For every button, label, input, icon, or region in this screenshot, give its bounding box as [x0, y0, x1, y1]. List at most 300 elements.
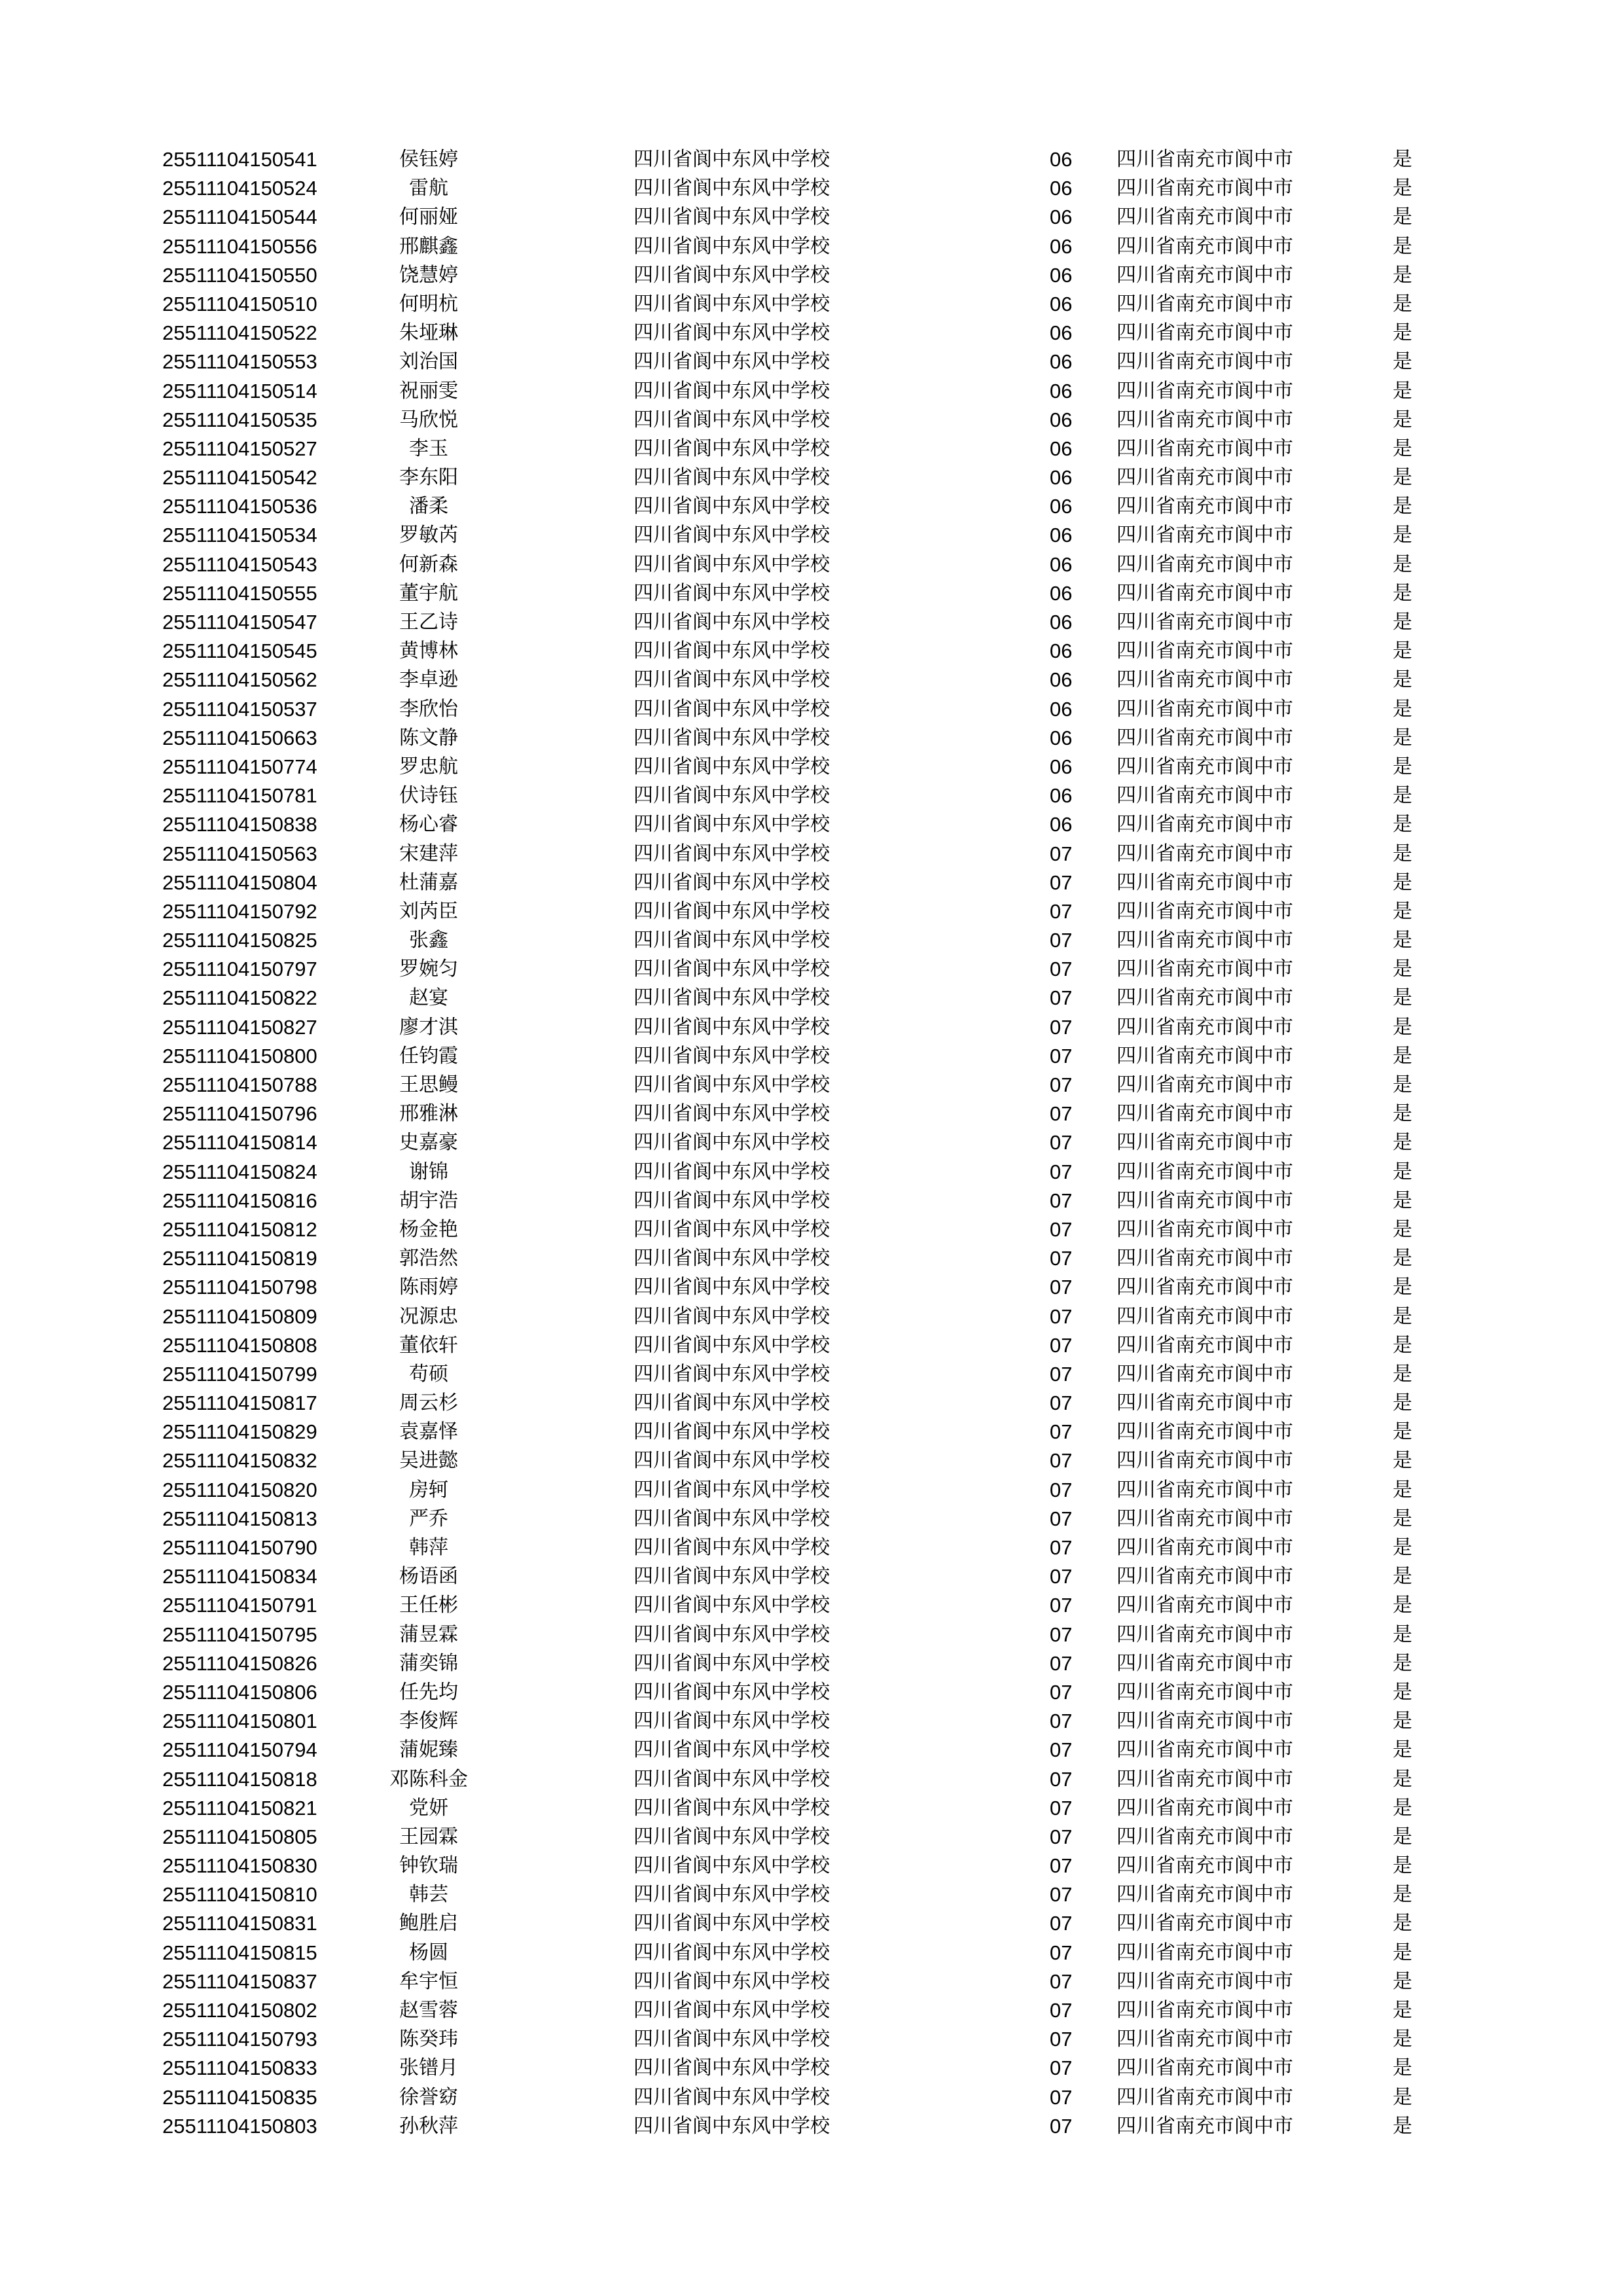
cell-region: 四川省南充市阆中市	[1116, 1680, 1293, 1704]
cell-exam-id: 25511104150663	[162, 726, 317, 749]
table-row	[0, 319, 1623, 348]
cell-region: 四川省南充市阆中市	[1116, 755, 1293, 778]
cell-school: 四川省阆中东风中学校	[633, 408, 830, 431]
cell-exam-id: 25511104150816	[162, 1189, 317, 1212]
cell-flag: 是	[1393, 1449, 1412, 1473]
cell-flag: 是	[1393, 1015, 1412, 1039]
table-row	[0, 406, 1623, 435]
table-row	[0, 1794, 1623, 1823]
cell-class-number: 07	[1050, 899, 1073, 923]
table-row	[0, 1389, 1623, 1418]
cell-region: 四川省南充市阆中市	[1116, 1247, 1293, 1270]
cell-class-number: 07	[1050, 870, 1073, 894]
cell-region: 四川省南充市阆中市	[1116, 1536, 1293, 1559]
cell-region: 四川省南充市阆中市	[1116, 466, 1293, 490]
cell-class-number: 06	[1050, 292, 1073, 315]
cell-flag: 是	[1393, 1969, 1412, 1993]
cell-student-name: 袁嘉怿	[399, 1420, 458, 1444]
cell-exam-id: 25511104150804	[162, 870, 317, 894]
cell-region: 四川省南充市阆中市	[1116, 1565, 1293, 1588]
table-row	[0, 897, 1623, 926]
cell-student-name: 谢锦	[409, 1160, 448, 1183]
cell-class-number: 06	[1050, 263, 1073, 287]
cell-exam-id: 25511104150820	[162, 1478, 317, 1501]
table-row	[0, 1187, 1623, 1215]
cell-student-name: 李卓逊	[399, 668, 458, 692]
cell-school: 四川省阆中东风中学校	[633, 350, 830, 374]
table-row	[0, 840, 1623, 869]
cell-flag: 是	[1393, 929, 1412, 952]
table-row	[0, 2112, 1623, 2141]
cell-exam-id: 25511104150543	[162, 552, 317, 576]
cell-student-name: 王思鳗	[399, 1073, 458, 1096]
cell-school: 四川省阆中东风中学校	[633, 1969, 830, 1993]
cell-flag: 是	[1393, 1999, 1412, 2022]
cell-exam-id: 25511104150544	[162, 206, 317, 229]
cell-exam-id: 25511104150814	[162, 1131, 317, 1155]
cell-flag: 是	[1393, 1854, 1412, 1878]
table-row	[0, 1446, 1623, 1475]
cell-region: 四川省南充市阆中市	[1116, 292, 1293, 315]
cell-region: 四川省南充市阆中市	[1116, 870, 1293, 894]
cell-class-number: 06	[1050, 234, 1073, 258]
cell-exam-id: 25511104150829	[162, 1420, 317, 1444]
cell-region: 四川省南充市阆中市	[1116, 581, 1293, 605]
cell-flag: 是	[1393, 726, 1412, 749]
cell-region: 四川省南充市阆中市	[1116, 1044, 1293, 1067]
cell-region: 四川省南充市阆中市	[1116, 552, 1293, 576]
cell-exam-id: 25511104150808	[162, 1333, 317, 1357]
table-row	[0, 377, 1623, 406]
cell-school: 四川省阆中东风中学校	[633, 1073, 830, 1096]
cell-student-name: 伏诗钰	[399, 784, 458, 808]
table-row	[0, 463, 1623, 492]
cell-school: 四川省阆中东风中学校	[633, 1247, 830, 1270]
cell-school: 四川省阆中东风中学校	[633, 2085, 830, 2109]
cell-flag: 是	[1393, 1131, 1412, 1155]
cell-student-name: 况源忠	[399, 1304, 458, 1328]
cell-exam-id: 25511104150834	[162, 1565, 317, 1588]
cell-class-number: 07	[1050, 1391, 1073, 1415]
cell-flag: 是	[1393, 1825, 1412, 1848]
cell-school: 四川省阆中东风中学校	[633, 437, 830, 460]
cell-exam-id: 25511104150555	[162, 581, 317, 605]
cell-region: 四川省南充市阆中市	[1116, 1710, 1293, 1733]
cell-flag: 是	[1393, 1362, 1412, 1386]
cell-region: 四川省南充市阆中市	[1116, 1391, 1293, 1415]
cell-school: 四川省阆中东风中学校	[633, 1825, 830, 1848]
cell-exam-id: 25511104150833	[162, 2056, 317, 2080]
cell-region: 四川省南充市阆中市	[1116, 1131, 1293, 1155]
cell-flag: 是	[1393, 234, 1412, 258]
cell-school: 四川省阆中东风中学校	[633, 755, 830, 778]
table-row	[0, 579, 1623, 608]
cell-school: 四川省阆中东风中学校	[633, 842, 830, 865]
cell-class-number: 07	[1050, 842, 1073, 865]
cell-school: 四川省阆中东风中学校	[633, 1680, 830, 1704]
cell-flag: 是	[1393, 524, 1412, 547]
cell-exam-id: 25511104150524	[162, 177, 317, 200]
cell-school: 四川省阆中东风中学校	[633, 2028, 830, 2051]
cell-region: 四川省南充市阆中市	[1116, 2085, 1293, 2109]
cell-student-name: 雷航	[409, 177, 448, 200]
cell-flag: 是	[1393, 495, 1412, 518]
cell-class-number: 07	[1050, 1160, 1073, 1183]
cell-exam-id: 25511104150791	[162, 1594, 317, 1617]
cell-region: 四川省南充市阆中市	[1116, 929, 1293, 952]
cell-exam-id: 25511104150802	[162, 1999, 317, 2022]
cell-school: 四川省阆中东风中学校	[633, 1710, 830, 1733]
cell-student-name: 王园霖	[399, 1825, 458, 1848]
cell-flag: 是	[1393, 2114, 1412, 2138]
cell-school: 四川省阆中东风中学校	[633, 899, 830, 923]
cell-region: 四川省南充市阆中市	[1116, 2114, 1293, 2138]
cell-flag: 是	[1393, 813, 1412, 836]
table-row	[0, 1013, 1623, 1042]
table-row	[0, 1707, 1623, 1736]
cell-student-name: 何明杭	[399, 292, 458, 315]
cell-student-name: 郭浩然	[399, 1247, 458, 1270]
cell-student-name: 邢雅淋	[399, 1102, 458, 1126]
cell-region: 四川省南充市阆中市	[1116, 697, 1293, 721]
cell-student-name: 饶慧婷	[399, 263, 458, 287]
cell-school: 四川省阆中东风中学校	[633, 958, 830, 981]
cell-region: 四川省南充市阆中市	[1116, 495, 1293, 518]
cell-exam-id: 25511104150838	[162, 813, 317, 836]
cell-student-name: 蒲奕锦	[399, 1651, 458, 1675]
cell-flag: 是	[1393, 1247, 1412, 1270]
cell-class-number: 07	[1050, 1044, 1073, 1067]
cell-class-number: 07	[1050, 1969, 1073, 1993]
cell-class-number: 06	[1050, 784, 1073, 808]
cell-region: 四川省南充市阆中市	[1116, 668, 1293, 692]
cell-student-name: 韩芸	[409, 1883, 448, 1907]
cell-student-name: 杨心睿	[399, 813, 458, 836]
cell-class-number: 06	[1050, 726, 1073, 749]
cell-exam-id: 25511104150809	[162, 1304, 317, 1328]
cell-region: 四川省南充市阆中市	[1116, 206, 1293, 229]
cell-school: 四川省阆中东风中学校	[633, 1189, 830, 1212]
table-row	[0, 955, 1623, 984]
cell-region: 四川省南充市阆中市	[1116, 408, 1293, 431]
cell-school: 四川省阆中东风中学校	[633, 1333, 830, 1357]
cell-flag: 是	[1393, 1796, 1412, 1820]
cell-student-name: 罗婉匀	[399, 958, 458, 981]
cell-flag: 是	[1393, 1680, 1412, 1704]
cell-class-number: 07	[1050, 1651, 1073, 1675]
table-row	[0, 435, 1623, 463]
cell-student-name: 杜蒲嘉	[399, 870, 458, 894]
table-row	[0, 666, 1623, 694]
cell-class-number: 06	[1050, 524, 1073, 547]
cell-exam-id: 25511104150831	[162, 1912, 317, 1935]
table-row	[0, 810, 1623, 839]
cell-exam-id: 25511104150545	[162, 639, 317, 663]
cell-school: 四川省阆中东风中学校	[633, 784, 830, 808]
cell-exam-id: 25511104150805	[162, 1825, 317, 1848]
cell-school: 四川省阆中东风中学校	[633, 379, 830, 403]
cell-school: 四川省阆中东风中学校	[633, 1651, 830, 1675]
cell-school: 四川省阆中东风中学校	[633, 1217, 830, 1241]
cell-class-number: 06	[1050, 350, 1073, 374]
cell-region: 四川省南充市阆中市	[1116, 1594, 1293, 1617]
cell-flag: 是	[1393, 1651, 1412, 1675]
cell-flag: 是	[1393, 379, 1412, 403]
cell-class-number: 07	[1050, 1073, 1073, 1096]
cell-class-number: 07	[1050, 1623, 1073, 1646]
table-row	[0, 2054, 1623, 2083]
cell-school: 四川省阆中东风中学校	[633, 1738, 830, 1762]
cell-student-name: 祝丽雯	[399, 379, 458, 403]
cell-student-name: 邓陈科金	[389, 1767, 468, 1791]
cell-region: 四川省南充市阆中市	[1116, 1304, 1293, 1328]
cell-region: 四川省南充市阆中市	[1116, 611, 1293, 634]
cell-class-number: 06	[1050, 177, 1073, 200]
cell-region: 四川省南充市阆中市	[1116, 1478, 1293, 1501]
cell-exam-id: 25511104150793	[162, 2028, 317, 2051]
cell-student-name: 王任彬	[399, 1594, 458, 1617]
cell-school: 四川省阆中东风中学校	[633, 668, 830, 692]
cell-class-number: 06	[1050, 466, 1073, 490]
cell-flag: 是	[1393, 177, 1412, 200]
cell-region: 四川省南充市阆中市	[1116, 1767, 1293, 1791]
cell-flag: 是	[1393, 2028, 1412, 2051]
table-row	[0, 1215, 1623, 1244]
cell-school: 四川省阆中东风中学校	[633, 1391, 830, 1415]
cell-region: 四川省南充市阆中市	[1116, 1883, 1293, 1907]
cell-student-name: 罗敏芮	[399, 524, 458, 547]
table-row	[0, 1852, 1623, 1880]
cell-student-name: 任钧霞	[399, 1044, 458, 1067]
cell-exam-id: 25511104150815	[162, 1941, 317, 1964]
cell-flag: 是	[1393, 1160, 1412, 1183]
cell-class-number: 07	[1050, 1449, 1073, 1473]
cell-flag: 是	[1393, 1102, 1412, 1126]
cell-exam-id: 25511104150830	[162, 1854, 317, 1878]
cell-school: 四川省阆中东风中学校	[633, 1594, 830, 1617]
cell-student-name: 赵宴	[409, 986, 448, 1010]
cell-flag: 是	[1393, 697, 1412, 721]
cell-flag: 是	[1393, 408, 1412, 431]
cell-region: 四川省南充市阆中市	[1116, 639, 1293, 663]
cell-student-name: 何丽娅	[399, 206, 458, 229]
cell-region: 四川省南充市阆中市	[1116, 1333, 1293, 1357]
cell-region: 四川省南充市阆中市	[1116, 1738, 1293, 1762]
cell-exam-id: 25511104150537	[162, 697, 317, 721]
table-row	[0, 1736, 1623, 1765]
cell-school: 四川省阆中东风中学校	[633, 1478, 830, 1501]
cell-exam-id: 25511104150818	[162, 1767, 317, 1791]
cell-student-name: 黄博林	[399, 639, 458, 663]
cell-region: 四川省南充市阆中市	[1116, 1854, 1293, 1878]
cell-student-name: 胡宇浩	[399, 1189, 458, 1212]
cell-school: 四川省阆中东风中学校	[633, 813, 830, 836]
cell-region: 四川省南充市阆中市	[1116, 813, 1293, 836]
cell-flag: 是	[1393, 958, 1412, 981]
cell-class-number: 07	[1050, 1189, 1073, 1212]
cell-flag: 是	[1393, 842, 1412, 865]
cell-school: 四川省阆中东风中学校	[633, 1276, 830, 1299]
cell-class-number: 06	[1050, 321, 1073, 345]
cell-region: 四川省南充市阆中市	[1116, 1189, 1293, 1212]
cell-flag: 是	[1393, 1941, 1412, 1964]
cell-class-number: 07	[1050, 1507, 1073, 1530]
cell-school: 四川省阆中东风中学校	[633, 1912, 830, 1935]
cell-school: 四川省阆中东风中学校	[633, 524, 830, 547]
cell-flag: 是	[1393, 1883, 1412, 1907]
cell-school: 四川省阆中东风中学校	[633, 639, 830, 663]
cell-region: 四川省南充市阆中市	[1116, 2056, 1293, 2080]
cell-school: 四川省阆中东风中学校	[633, 1449, 830, 1473]
cell-class-number: 06	[1050, 148, 1073, 171]
cell-school: 四川省阆中东风中学校	[633, 1507, 830, 1530]
cell-exam-id: 25511104150813	[162, 1507, 317, 1530]
cell-region: 四川省南充市阆中市	[1116, 1507, 1293, 1530]
cell-school: 四川省阆中东风中学校	[633, 1015, 830, 1039]
cell-school: 四川省阆中东风中学校	[633, 697, 830, 721]
cell-class-number: 07	[1050, 1738, 1073, 1762]
cell-school: 四川省阆中东风中学校	[633, 1536, 830, 1559]
cell-class-number: 06	[1050, 379, 1073, 403]
cell-exam-id: 25511104150536	[162, 495, 317, 518]
cell-flag: 是	[1393, 668, 1412, 692]
cell-student-name: 李俊辉	[399, 1710, 458, 1733]
cell-region: 四川省南充市阆中市	[1116, 1015, 1293, 1039]
cell-region: 四川省南充市阆中市	[1116, 986, 1293, 1010]
table-row	[0, 695, 1623, 724]
cell-class-number: 07	[1050, 1217, 1073, 1241]
cell-school: 四川省阆中东风中学校	[633, 466, 830, 490]
cell-flag: 是	[1393, 1276, 1412, 1299]
cell-class-number: 07	[1050, 1854, 1073, 1878]
cell-student-name: 严乔	[409, 1507, 448, 1530]
cell-flag: 是	[1393, 552, 1412, 576]
cell-region: 四川省南充市阆中市	[1116, 1160, 1293, 1183]
cell-flag: 是	[1393, 1073, 1412, 1096]
cell-flag: 是	[1393, 1304, 1412, 1328]
cell-region: 四川省南充市阆中市	[1116, 1449, 1293, 1473]
cell-region: 四川省南充市阆中市	[1116, 1623, 1293, 1646]
table-row	[0, 1621, 1623, 1649]
cell-exam-id: 25511104150824	[162, 1160, 317, 1183]
cell-class-number: 06	[1050, 581, 1073, 605]
cell-school: 四川省阆中东风中学校	[633, 1767, 830, 1791]
cell-flag: 是	[1393, 321, 1412, 345]
cell-school: 四川省阆中东风中学校	[633, 1999, 830, 2022]
cell-exam-id: 25511104150835	[162, 2085, 317, 2109]
cell-class-number: 06	[1050, 755, 1073, 778]
cell-class-number: 06	[1050, 408, 1073, 431]
cell-class-number: 07	[1050, 1131, 1073, 1155]
table-row	[0, 1331, 1623, 1360]
cell-region: 四川省南充市阆中市	[1116, 524, 1293, 547]
cell-exam-id: 25511104150553	[162, 350, 317, 374]
cell-student-name: 韩萍	[409, 1536, 448, 1559]
cell-flag: 是	[1393, 1420, 1412, 1444]
cell-class-number: 07	[1050, 2114, 1073, 2138]
cell-region: 四川省南充市阆中市	[1116, 177, 1293, 200]
cell-region: 四川省南充市阆中市	[1116, 1420, 1293, 1444]
table-row	[0, 1678, 1623, 1707]
cell-school: 四川省阆中东风中学校	[633, 552, 830, 576]
table-row	[0, 290, 1623, 319]
table-row	[0, 1476, 1623, 1505]
cell-school: 四川省阆中东风中学校	[633, 2114, 830, 2138]
cell-class-number: 06	[1050, 437, 1073, 460]
cell-flag: 是	[1393, 1217, 1412, 1241]
cell-region: 四川省南充市阆中市	[1116, 263, 1293, 287]
cell-flag: 是	[1393, 1767, 1412, 1791]
cell-flag: 是	[1393, 870, 1412, 894]
cell-school: 四川省阆中东风中学校	[633, 2056, 830, 2080]
cell-exam-id: 25511104150522	[162, 321, 317, 345]
cell-student-name: 杨语函	[399, 1565, 458, 1588]
cell-school: 四川省阆中东风中学校	[633, 1883, 830, 1907]
table-row	[0, 869, 1623, 897]
table-row	[0, 1505, 1623, 1534]
cell-school: 四川省阆中东风中学校	[633, 929, 830, 952]
cell-student-name: 董宇航	[399, 581, 458, 605]
cell-class-number: 07	[1050, 1304, 1073, 1328]
cell-flag: 是	[1393, 899, 1412, 923]
cell-flag: 是	[1393, 611, 1412, 634]
cell-exam-id: 25511104150821	[162, 1796, 317, 1820]
cell-school: 四川省阆中东风中学校	[633, 1796, 830, 1820]
cell-region: 四川省南充市阆中市	[1116, 842, 1293, 865]
table-row	[0, 492, 1623, 521]
cell-school: 四川省阆中东风中学校	[633, 1941, 830, 1964]
cell-exam-id: 25511104150801	[162, 1710, 317, 1733]
cell-student-name: 张鑫	[409, 929, 448, 952]
cell-region: 四川省南充市阆中市	[1116, 1969, 1293, 1993]
cell-flag: 是	[1393, 1594, 1412, 1617]
cell-exam-id: 25511104150803	[162, 2114, 317, 2138]
cell-school: 四川省阆中东风中学校	[633, 321, 830, 345]
cell-flag: 是	[1393, 263, 1412, 287]
cell-student-name: 李欣怡	[399, 697, 458, 721]
table-row	[0, 608, 1623, 637]
cell-student-name: 蒲妮臻	[399, 1738, 458, 1762]
cell-exam-id: 25511104150806	[162, 1680, 317, 1704]
cell-student-name: 吴进懿	[399, 1449, 458, 1473]
cell-student-name: 李东阳	[399, 466, 458, 490]
cell-class-number: 07	[1050, 1594, 1073, 1617]
cell-exam-id: 25511104150797	[162, 958, 317, 981]
table-row	[0, 1909, 1623, 1938]
cell-class-number: 07	[1050, 1883, 1073, 1907]
cell-school: 四川省阆中东风中学校	[633, 726, 830, 749]
cell-class-number: 06	[1050, 697, 1073, 721]
cell-student-name: 牟宇恒	[399, 1969, 458, 1993]
cell-region: 四川省南充市阆中市	[1116, 234, 1293, 258]
table-row	[0, 724, 1623, 753]
cell-region: 四川省南充市阆中市	[1116, 1999, 1293, 2022]
table-row	[0, 232, 1623, 261]
cell-exam-id: 25511104150798	[162, 1276, 317, 1299]
cell-class-number: 06	[1050, 206, 1073, 229]
cell-exam-id: 25511104150827	[162, 1015, 317, 1039]
cell-region: 四川省南充市阆中市	[1116, 1912, 1293, 1935]
table-row	[0, 637, 1623, 666]
cell-exam-id: 25511104150535	[162, 408, 317, 431]
cell-school: 四川省阆中东风中学校	[633, 148, 830, 171]
cell-flag: 是	[1393, 1478, 1412, 1501]
cell-school: 四川省阆中东风中学校	[633, 1102, 830, 1126]
cell-class-number: 07	[1050, 1825, 1073, 1848]
cell-school: 四川省阆中东风中学校	[633, 234, 830, 258]
cell-flag: 是	[1393, 2085, 1412, 2109]
cell-student-name: 罗忠航	[399, 755, 458, 778]
